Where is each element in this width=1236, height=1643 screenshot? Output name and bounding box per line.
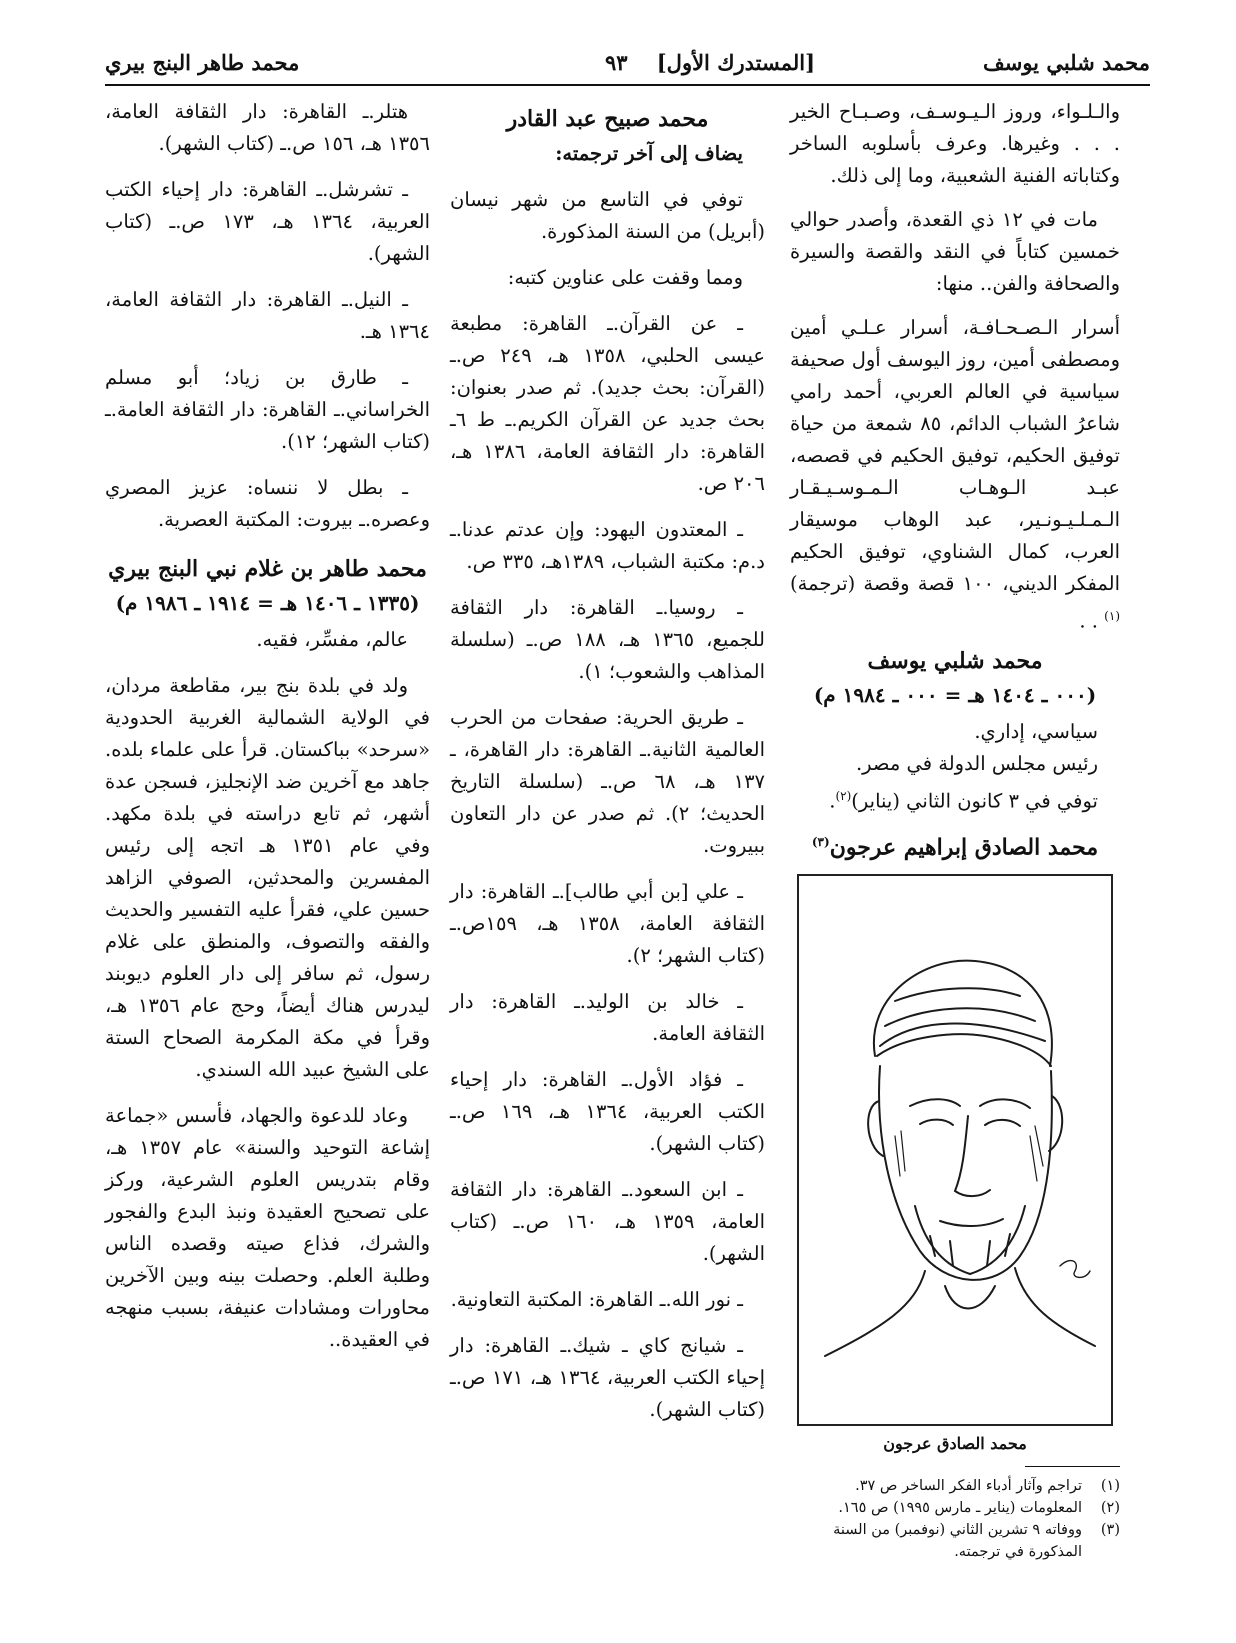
footnote-number: (٣) bbox=[1100, 1522, 1120, 1539]
book-entry: ـ بطل لا ننساه: عزيز المصري وعصره.ـ بيروت: المكتبة العصرية. bbox=[105, 476, 430, 531]
footnote-2 bbox=[790, 1497, 1120, 1519]
footnotes bbox=[790, 1475, 1120, 1563]
entry-office-shalabi: رئيس مجلس الدولة في مصر. bbox=[855, 751, 1098, 775]
portrait-caption: محمد الصادق عرجون bbox=[883, 1434, 1027, 1454]
book-entry: ـ روسيا.ـ القاهرة: دار الثقافة للجميع، ١٣٦٥ هـ، ١٨٨ ص.ـ (سلسلة المذاهب والشعوب؛ ١). bbox=[450, 596, 765, 683]
death-paragraph: توفي في التاسع من شهر نيسان (أبريل) من السنة المذكورة. bbox=[450, 188, 765, 243]
footnote-text: تراجم وآثار أدباء الفكر الساخر ص ٣٧. bbox=[855, 1478, 1082, 1495]
column-middle bbox=[450, 96, 765, 1440]
book-entry: ـ ابن السعود.ـ القاهرة: دار الثقافة العامة، ١٣٥٩ هـ، ١٦٠ ص.ـ (كتاب الشهر). bbox=[450, 1178, 765, 1265]
footnote-text: ووفاته ٩ تشرين الثاني (نوفمبر) من السنة المذكورة في ترجمته. bbox=[833, 1522, 1082, 1561]
column-left bbox=[105, 96, 430, 1370]
header-page-number: [المستدرك الأول] ٩٣ bbox=[604, 50, 816, 75]
book-entry: ـ طارق بن زياد؛ أبو مسلم الخراساني.ـ القاهرة: دار الثقافة العامة.ـ (كتاب الشهر؛ ١٢). bbox=[105, 366, 430, 453]
book-entry: ـ شيانج كاي ـ شيك.ـ القاهرة: دار إحياء الكتب العربية، ١٣٦٤ هـ، ١٧١ ص.ـ (كتاب الشهر). bbox=[450, 1334, 766, 1421]
book-entry: ـ عن القرآن.ـ القاهرة: مطبعة عيسى الحلبي، ١٣٥٨ هـ، ٢٤٩ ص.ـ (القرآن: بحث جديد). ثم صدر بعنوان: بحث جديد عن القرآن الكريم.ـ ط ٦ـ القاهرة: دار الثقافة العامة، ١٣٨٦ هـ، ٢٠٦ ص. bbox=[450, 312, 765, 495]
entry-title-panjpiri: محمد طاهر بن غلام نبي البنج بيري bbox=[108, 556, 427, 582]
book-entry: ـ فؤاد الأول.ـ القاهرة: دار إحياء الكتب العربية، ١٣٦٤ هـ، ١٦٩ ص.ـ (كتاب الشهر). bbox=[450, 1068, 766, 1155]
addendum-intro: يضاف إلى آخر ترجمته: bbox=[555, 142, 743, 165]
books-list-paragraph bbox=[790, 312, 1120, 638]
books-list-text: أسرار الـصـحـافـة، أسرار عـلـي أمين ومصطفى أمين، روز اليوسف أول صحيفة سياسية في العالم العربي، أحمد رامي شاعرُ الشباب الدائم، ٨٥ شمعة من حياة توفيق الحكيم، توفيق الحكيم في قصصه، عبـد الـوهـاب الـمـوسـيـقـار الـمـلـيـونـير، عبد الوهاب موسيقار العرب، كمال الشناوي، توفيق الحكيم المفكر الديني، ١٠٠ قصة وقصة (ترجمة) bbox=[790, 316, 1121, 595]
footnote-number: (٢) bbox=[1100, 1500, 1120, 1517]
running-header bbox=[105, 40, 1150, 86]
footnote-3 bbox=[790, 1519, 1120, 1563]
book-entry: ـ المعتدون اليهود: وإن عدتم عدنا.ـ د.م: مكتبة الشباب، ١٣٨٩هـ، ٣٣٥ ص. bbox=[450, 518, 765, 573]
footnote-ref-3: (٣) bbox=[811, 835, 830, 849]
entry-title-arjoun-text: محمد الصادق إبراهيم عرجون bbox=[829, 834, 1099, 861]
book-entry: ـ نور الله.ـ القاهرة: المكتبة التعاونية. bbox=[450, 1288, 743, 1311]
books-intro: ومما وقفت على عناوين كتبه: bbox=[507, 266, 743, 289]
entry-title-sobeih: محمد صبيح عبد القادر bbox=[506, 106, 709, 132]
header-rule bbox=[105, 84, 1150, 86]
entry-role-panjpiri: عالم، مفسِّر، فقيه. bbox=[256, 628, 408, 651]
books-list-end: . . bbox=[1079, 609, 1105, 633]
book-entry: ـ طريق الحرية: صفحات من الحرب العالمية الثانية.ـ القاهرة: دار القاهرة، ـ ١٣٧ هـ، ٦٨ ص.ـ (سلسلة التاريخ الحديث؛ ٢). ثم صدر عن دار التعاون ببيروت. bbox=[450, 706, 766, 857]
header-right-name: محمد شلبي يوسف bbox=[982, 50, 1150, 75]
portrait-sketch bbox=[805, 906, 1103, 1386]
biography-paragraph-2: وعاد للدعوة والجهاد، فأسس «جماعة إشاعة التوحيد والسنة» عام ١٣٥٧ هـ، وقام بتدريس العلوم الشرعية، وركز على تصحيح العقيدة ونبذ البدع والفجور والشرك، فذاع صيته وقصده الناس وطلبة العلم. وحصلت بينه وبين الآخرين محاورات ومشادات عنيفة، بسبب منهجه في العقيدة.. bbox=[105, 1104, 430, 1351]
entry-death-text: توفي في ٣ كانون الثاني (يناير) bbox=[851, 789, 1098, 812]
book-entry: ـ النيل.ـ القاهرة: دار الثقافة العامة، ١٣٦٤ هـ. bbox=[105, 288, 430, 343]
entry-title-shalabi: محمد شلبي يوسف bbox=[867, 647, 1043, 674]
continued-text: والـلـواء، وروز الـيـوسـف، وصـبـاح الخير . . . وغيرها. وعرف بأسلوبه الساخر وكتاباته الفنية الشعبية، وما إلى ذلك. bbox=[790, 100, 1120, 187]
book-entry: ـ علي [بن أبي طالب].ـ القاهرة: دار الثقافة العامة، ١٣٥٨ هـ، ١٥٩ص.ـ (كتاب الشهر؛ ٢). bbox=[450, 880, 766, 967]
death-paragraph: مات في ١٢ ذي القعدة، وأصدر حوالي خمسين كتاباً في النقد والقصة والسيرة والصحافة والفن.. منها: bbox=[790, 208, 1120, 295]
footnote-number: (١) bbox=[1100, 1478, 1120, 1495]
column-right bbox=[790, 96, 1120, 1563]
book-entry: ـ تشرشل.ـ القاهرة: دار إحياء الكتب العربية، ١٣٦٤ هـ، ١٧٣ ص.ـ (كتاب الشهر). bbox=[105, 178, 430, 265]
book-entry: ـ خالد بن الوليد.ـ القاهرة: دار الثقافة العامة. bbox=[450, 990, 765, 1045]
entry-dates-panjpiri: (١٣٣٥ ـ ١٤٠٦ هـ = ١٩١٤ ـ ١٩٨٦ م) bbox=[115, 591, 420, 615]
footnote-1 bbox=[790, 1475, 1120, 1497]
footnote-ref-1: (١) bbox=[1104, 609, 1120, 623]
entry-role-shalabi: سياسي، إداري. bbox=[974, 719, 1098, 743]
entry-title-arjoun bbox=[790, 825, 1120, 864]
book-entry: هتلر.ـ القاهرة: دار الثقافة العامة، ١٣٥٦ هـ، ١٥٦ ص.ـ (كتاب الشهر). bbox=[105, 100, 430, 155]
footnote-rule bbox=[1025, 1466, 1120, 1467]
footnote-text: المعلومات (يناير ـ مارس ١٩٩٥) ص ١٦٥. bbox=[838, 1500, 1082, 1517]
biography-paragraph-1: ولد في بلدة بنج بير، مقاطعة مردان، في الولاية الشمالية الغربية الحدودية «سرحد» بباكستان. قرأ على علماء بلده. جاهد مع آخرين ضد الإنجليز، فسجن عدة أشهر، ثم تابع دراسته في بلدة مكهد. وفي عام ١٣٥١ هـ اتجه إلى رئيس المفسرين والمحدثين، الصوفي الزاهد حسين علي، فقرأ عليه التفسير والحديث والفقه والتصوف، والمنطق على غلام رسول، ثم سافر إلى دار العلوم ديوبند ليدرس هناك أيضاً، وحج عام ١٣٥٦ هـ، وقرأ في مكة المكرمة الصحاح الستة على الشيخ عبيد الله السندي. bbox=[105, 674, 430, 1081]
entry-death-shalabi bbox=[790, 780, 1120, 818]
portrait-frame bbox=[797, 874, 1113, 1426]
header-left-name: محمد طاهر البنج بيري bbox=[105, 50, 300, 75]
entry-death-end: . bbox=[829, 789, 836, 812]
entry-dates-shalabi: (٠٠٠ ـ ١٤٠٤ هـ = ٠٠٠ ـ ١٩٨٤ م) bbox=[813, 682, 1097, 707]
footnote-ref-2: (٢) bbox=[835, 788, 852, 803]
